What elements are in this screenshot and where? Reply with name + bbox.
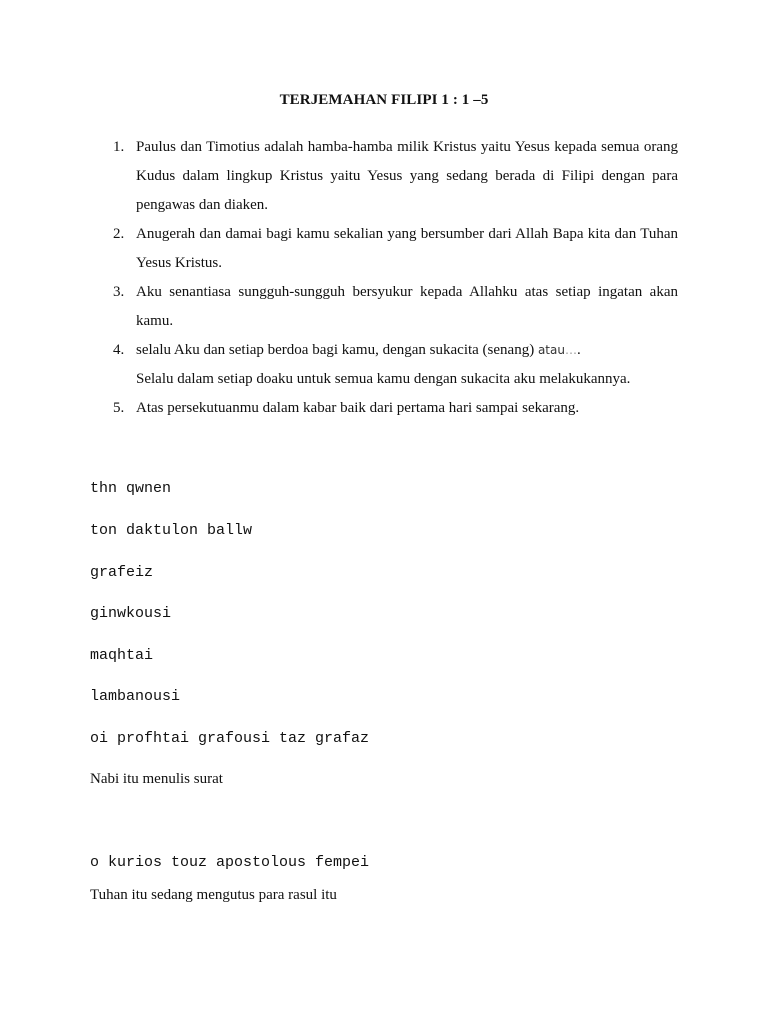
list-item: [113, 220, 678, 278]
list-text: Aku senantiasa sungguh-sungguh bersyukur kepada Allahku atas setiap ingatan akan kamu.: [136, 284, 678, 329]
list-text-small: atau: [537, 343, 565, 357]
list-text: Anugerah dan damai bagi kamu sekalian yang bersumber dari Allah Bapa kita dan Tuhan Yesus Kristus.: [136, 226, 678, 271]
vocab-line: ton daktulon ballw: [90, 522, 253, 539]
list-text: selalu Aku dan setiap berdoa bagi kamu, dengan sukacita (senang): [136, 342, 535, 358]
list-item: [113, 278, 678, 336]
list-text-end: .: [576, 342, 581, 358]
gloss-line: Tuhan itu sedang mengutus para rasul itu: [90, 887, 337, 903]
vocab-line: maqhtai: [90, 647, 154, 664]
list-item: [113, 336, 678, 394]
gloss-line: Nabi itu menulis surat: [90, 771, 223, 787]
vocab-line: grafeiz: [90, 564, 154, 581]
list-number: 3.: [113, 284, 125, 300]
document-title: TERJEMAHAN FILIPI 1 : 1 –5: [279, 92, 489, 108]
list-item: [113, 133, 678, 220]
list-number: 4.: [113, 342, 125, 358]
list-number: 1.: [113, 139, 125, 155]
verse-list: [113, 133, 678, 423]
list-text: Paulus dan Timotius adalah hamba-hamba milik Kristus yaitu Yesus kepada semua orang Kudus dalam lingkup Kristus yaitu Yesus yang sedang berada di Filipi dengan para pengawas dan diaken.: [136, 139, 678, 213]
vocab-line: oi profhtai grafousi taz grafaz: [90, 730, 370, 747]
vocab-line: ginwkousi: [90, 605, 172, 622]
list-number: 2.: [113, 226, 125, 242]
sentence-line: o kurios touz apostolous fempei: [90, 854, 370, 871]
list-item: [113, 394, 678, 423]
ellipsis-mark: …: [564, 343, 577, 357]
list-text-line-1: [136, 336, 678, 365]
list-text-line-2: Selalu dalam setiap doaku untuk semua kamu dengan sukacita aku melakukannya.: [136, 371, 631, 387]
list-text: Atas persekutuanmu dalam kabar baik dari pertama hari sampai sekarang.: [136, 400, 580, 416]
vocab-line: lambanousi: [90, 688, 181, 705]
vocab-line: thn qwnen: [90, 480, 172, 497]
list-number: 5.: [113, 400, 125, 416]
